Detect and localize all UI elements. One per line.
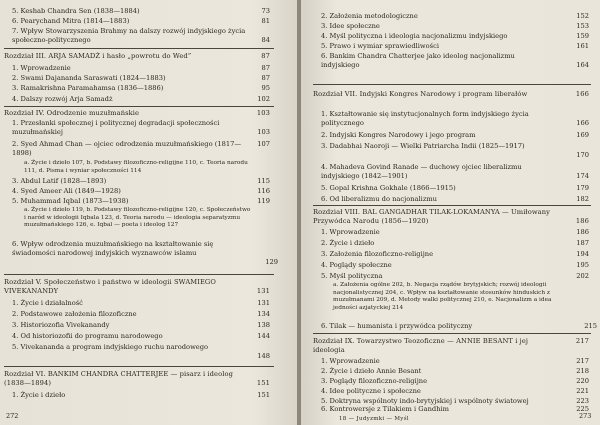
entry-page: 195: [576, 261, 589, 269]
entry-page: 187: [576, 239, 589, 247]
entry-page: 84: [261, 36, 270, 44]
entry-title: 4. Od historiozofii do programu narodowego: [12, 332, 163, 340]
entry-page: 223: [576, 397, 589, 405]
entry-title: 4. Myśl polityczna i ideologia nacjonalizmu indyjskiego: [321, 32, 508, 40]
chapter-page: 217: [575, 337, 589, 345]
entry-page: 217: [576, 357, 589, 365]
entry-title: 6. Od liberalizmu do nacjonalizmu: [321, 195, 437, 203]
entry-page: 148: [257, 352, 270, 360]
entry-title: 5. Doktryna wspólnoty indo-brytyjskiej i wspólnoty światowej: [321, 397, 529, 405]
entry-page: 73: [261, 7, 270, 15]
entry-title: 3. Dadabhai Naoroji — Wielki Patriarcha Indii (1825—1917): [321, 142, 525, 150]
entry-page: 144: [257, 332, 270, 340]
entry-title: 1. Kształtowanie się instytucjonalnych form indyjskiego życia politycznego: [321, 110, 529, 127]
entry-page: 164: [576, 61, 589, 69]
toc-entry: [12, 119, 270, 137]
entry-title: 2. Życie i dzieło Annie Besant: [321, 367, 422, 375]
entry-page: 95: [261, 84, 270, 92]
chapter-heading: [313, 208, 589, 226]
chapter-title: Rozdział VI. BANKIM CHANDRA CHATTERJEE — pisarz i ideolog (1838—1894): [4, 370, 233, 387]
entry-title: 3. Idee społeczne: [321, 22, 380, 30]
entry-title: 6. Wpływ odrodzenia muzułmańskiego na kształtowanie się świadomości narodowej indyjskich wyznawców islamu: [12, 240, 214, 257]
chapter-page: 186: [575, 217, 589, 225]
entry-title: 5. Prawo i wymiar sprawiedliwości: [321, 42, 439, 50]
entry-page: 225: [576, 405, 589, 413]
chapter-heading: [4, 278, 270, 296]
entry-page: 129: [265, 258, 278, 266]
entry-title: 4. Dalszy rozwój Arja Samadż: [12, 95, 113, 103]
entry-title: 2. Założenia metodologiczne: [321, 12, 418, 20]
entry-page: 102: [257, 95, 270, 103]
entry-page: 138: [257, 321, 270, 329]
entry-title: 2. Swami Dajananda Saraswati (1824—1883): [12, 74, 166, 82]
entry-page: 218: [576, 367, 589, 375]
subentry-text: a. Życie i dzieło 119, b. Podstawy filozoficzno-religijne 120, c. Społeczeństwo i naród w ideologii Iqbala 123, d. Teoria narodu — ideologia separatyzmu muzułmańskiego 126, e. Iqbal — poeta i ideolog 127: [24, 207, 251, 228]
entry-page: 166: [576, 119, 589, 127]
entry-page: 179: [576, 184, 589, 192]
entry-title: 6. Kontrowersje z Tilakiem i Gandhim: [321, 405, 449, 413]
entry-title: 1. Wprowadzenie: [321, 357, 380, 365]
chapter-page: 151: [256, 379, 270, 387]
chapter-title: Rozdział VIII. BAL GANGADHAR TILAK-LOKAMANYA — Umiłowany Przywódca Narodu (1856—1920): [313, 208, 551, 225]
toc-subentries: [24, 207, 254, 230]
entry-page: 221: [576, 387, 589, 395]
entry-title: 2. Życie i dzieło: [321, 239, 375, 247]
entry-page: 153: [576, 22, 589, 30]
entry-title: 2. Syed Ahmad Chan — ojciec odrodzenia muzułmańskiego (1817—1898): [12, 140, 242, 157]
entry-page: 169: [576, 131, 589, 139]
entry-title: 3. Historiozofia Vivekanandy: [12, 321, 110, 329]
chapter-title: Rozdział IV. Odrodzenie muzułmańskie: [4, 109, 140, 117]
toc-entry: [12, 140, 270, 158]
entry-title: 5. Keshab Chandra Sen (1838—1884): [12, 7, 140, 15]
entry-page: 151: [257, 391, 270, 399]
entry-title: 1. Życie i działalność: [12, 299, 83, 307]
divider: [4, 366, 274, 367]
entry-title: 3. Abdul Latif (1828—1893): [12, 177, 107, 185]
toc-entry: [321, 142, 589, 159]
entry-title: 3. Poglądy filozoficzno-religijne: [321, 377, 428, 385]
toc-subentries: [333, 282, 557, 312]
toc-entry: [321, 163, 589, 181]
chapter-title: Rozdział IX. Towarzystwo Teozoficzne — ANNIE BESANT i jej ideologia: [313, 337, 529, 354]
entry-page: 161: [576, 42, 589, 50]
entry-page: 220: [576, 377, 589, 385]
page-number-right: 273: [579, 412, 592, 420]
page-number-left: 272: [6, 412, 19, 420]
entry-title: 4. Poglądy społeczne: [321, 261, 392, 269]
entry-title: 5. Muhammad Iqbal (1873—1938): [12, 197, 129, 205]
toc-entry: [321, 52, 589, 70]
entry-page: 115: [257, 177, 270, 185]
entry-page: 116: [257, 187, 270, 195]
entry-page: 107: [257, 140, 270, 148]
entry-page: 170: [576, 151, 589, 159]
divider: [313, 333, 591, 334]
subentry-text: a. Życie i dzieło 107, b. Podstawy filozoficzno-religijne 110, c. Teoria narodu 111, d. Pisma i wyniar społeczności 114: [24, 160, 248, 174]
left-page: [0, 0, 297, 425]
entry-title: 1. Życie i dzieło: [12, 391, 66, 399]
entry-title: 2. Podstawowe założenia filozoficzne: [12, 310, 137, 318]
divider: [313, 84, 591, 85]
entry-title: 5. Vivekananda a program indyjskiego ruchu narodowego: [12, 343, 209, 351]
entry-title: 1. Przesłanki społecznej i politycznej degradacji społeczności muzułmańskiej: [12, 119, 220, 136]
entry-title: 1. Wprowadzenie: [321, 228, 380, 236]
toc-subentries: [24, 160, 254, 175]
entry-title: 3. Ramakrishna Paramahamsa (1836—1886): [12, 84, 164, 92]
chapter-page: 87: [261, 52, 270, 60]
chapter-heading: [313, 90, 589, 99]
entry-title: 2. Indyjski Kongres Narodowy i jego program: [321, 131, 476, 139]
divider: [313, 205, 591, 206]
entry-page: 103: [257, 128, 270, 136]
divider: [4, 48, 274, 49]
entry-page: 87: [261, 74, 270, 82]
chapter-page: 103: [256, 109, 270, 117]
toc-entry: [12, 27, 270, 45]
toc-entry: [12, 240, 278, 266]
chapter-title: Rozdział III. ARJA SAMADŻ i hasło „powrotu do Wed”: [4, 52, 192, 60]
entry-title: 6. Tilak — humanista i przywódca polityczny: [321, 322, 473, 330]
entry-title: 4. Syed Ameer Ali (1849—1928): [12, 187, 121, 195]
entry-page: 215: [584, 322, 597, 330]
chapter-heading: [4, 370, 270, 388]
divider: [4, 274, 274, 275]
entry-page: 159: [576, 32, 589, 40]
entry-page: 174: [576, 172, 589, 180]
entry-page: 202: [576, 272, 589, 280]
entry-title: 7. Wpływ Stowarzyszenia Brahmy na dalszy rozwój indyjskiego życia społeczno-politycznego: [12, 27, 246, 44]
entry-page: 134: [257, 310, 270, 318]
chapter-page: 166: [575, 90, 589, 98]
entry-title: 5. Myśl polityczna: [321, 272, 383, 280]
subentry-text: a. Założenia ogólne 202, b. Negacja rządów brytyjskich; rozwój ideologii nacjonalistycznej 204, c. Wpływ na kształtowanie stosunków hinduskich z muzułmanami 209, d. Metody walki politycznej 210, e. Nacjonalizm a idea jedności azjatyckiej 214: [333, 282, 552, 311]
chapter-title: Rozdział VII. Indyjski Kongres Narodowy i program liberałów: [313, 90, 528, 98]
entry-title: 5. Gopal Krishna Gokhale (1866—1915): [321, 184, 456, 192]
entry-title: 3. Założenia filozoficzno-religijne: [321, 250, 434, 258]
toc-entry: [12, 343, 270, 360]
entry-title: 4. Mahadeva Govind Ranade — duchowy ojciec liberalizmu indyjskiego (1842—1901): [321, 163, 522, 180]
entry-page: 152: [576, 12, 589, 20]
chapter-heading: [313, 337, 589, 355]
entry-page: 81: [261, 17, 270, 25]
entry-title: 6. Pearychand Mitra (1814—1883): [12, 17, 130, 25]
entry-page: 131: [257, 299, 270, 307]
toc-entry: [321, 110, 589, 128]
right-page: [301, 0, 600, 425]
entry-title: 1. Wprowadzenie: [12, 64, 71, 72]
entry-page: 194: [576, 250, 589, 258]
entry-page: 182: [576, 195, 589, 203]
entry-page: 87: [261, 64, 270, 72]
chapter-page: 131: [256, 287, 270, 295]
printer-signature: 18 — Judyzmki — Myśl: [339, 416, 409, 422]
entry-page: 119: [257, 197, 270, 205]
entry-title: 4. Idee polityczne i społeczne: [321, 387, 421, 395]
entry-page: 186: [576, 228, 589, 236]
divider: [4, 106, 274, 107]
entry-title: 6. Bankim Chandra Chatterjee jako ideolog nacjonalizmu indyjskiego: [321, 52, 515, 69]
chapter-title: Rozdział V. Społeczeństwo i państwo w ideologii SWAMIEGO VIVEKANANDY: [4, 278, 216, 295]
